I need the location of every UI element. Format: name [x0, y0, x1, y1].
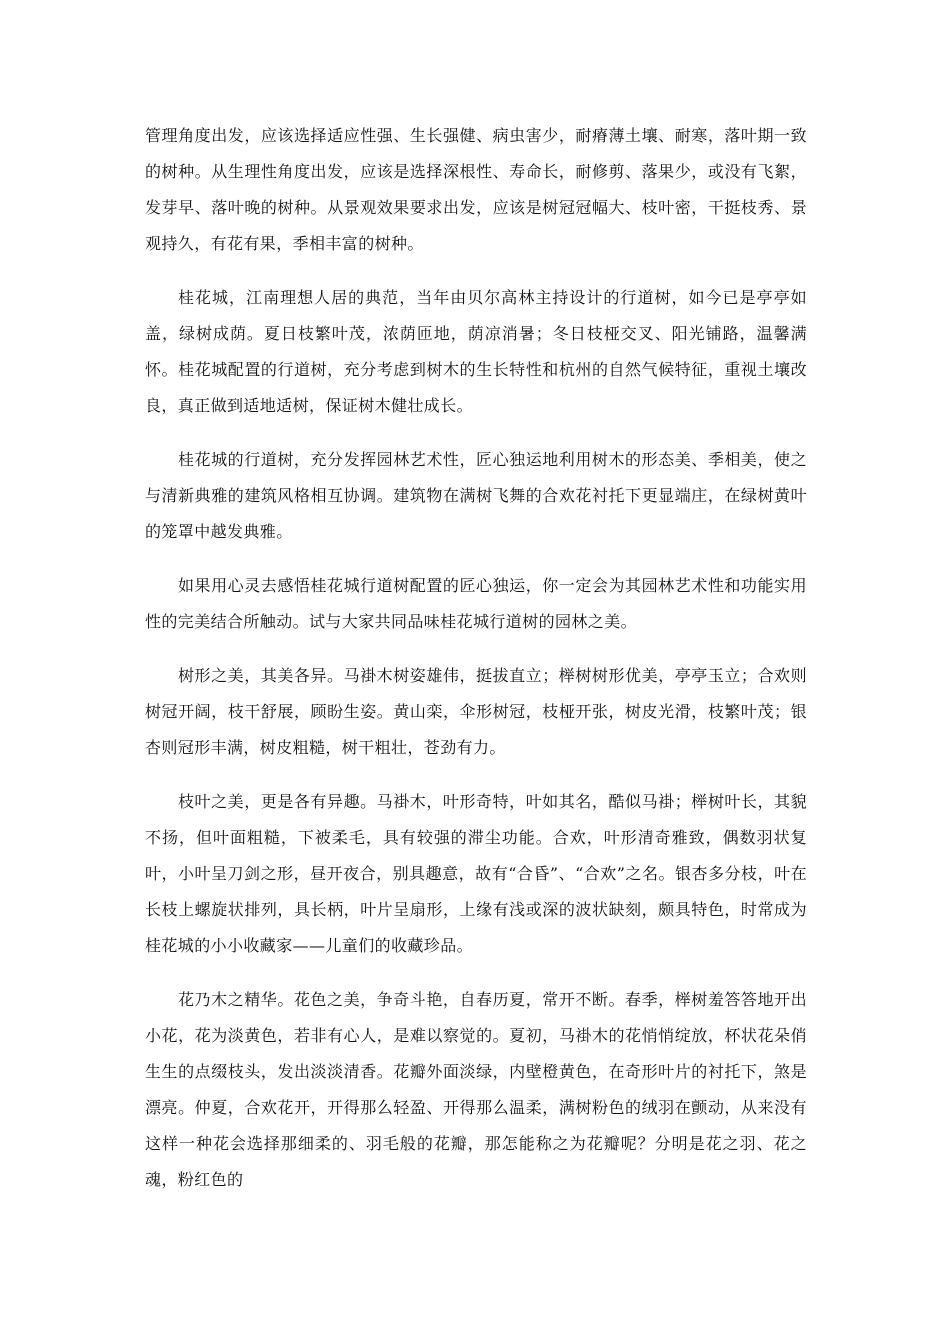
paragraph-leaf-beauty: 枝叶之美，更是各有异趣。马褂木，叶形奇特，叶如其名，酷似马褂；榉树叶长，其貌不扬，但叶面粗糙，下被柔毛，具有较强的滞尘功能。合欢，叶形清奇雅致，偶数羽状复叶，小叶呈刀剑之形，昼开夜合，别具趣意，故有“合昏”、“合欢”之名。银杏多分枝，叶在长枝上螺旋状排列，具长柄，叶片呈扇形，上缘有浅或深的波状缺刻，颇具特色，时常成为桂花城的小小收藏家——儿童们的收藏珍品。: [145, 792, 807, 955]
paragraph-appreciation: 如果用心灵去感悟桂花城行道树配置的匠心独运，你一定会为其园林艺术性和功能实用性的完美结合所触动。试与大家共同品味桂花城行道树的园林之美。: [145, 576, 807, 631]
paragraph-tree-form-beauty: 树形之美，其美各异。马褂木树姿雄伟，挺拔直立；榉树树形优美，亭亭玉立；合欢则树冠开阔，枝干舒展，顾盼生姿。黄山栾，伞形树冠，枝桠开张，树皮光滑，枝繁叶茂；银杏则冠形丰满，树皮粗糙，树干粗壮，苍劲有力。: [145, 666, 807, 757]
paragraph-flower-beauty: 花乃木之精华。花色之美，争奇斗艳，自春历夏，常开不断。春季，榉树羞答答地开出小花，花为淡黄色，若非有心人，是难以察觉的。夏初，马褂木的花悄悄绽放，杯状花朵俏生生的点缀枝头，发出淡淡清香。花瓣外面淡绿，内壁橙黄色，在奇形叶片的衬托下，煞是漂亮。仲夏，合欢花开，开得那么轻盈、开得那么温柔，满树粉色的绒羽在颤动，从来没有这样一种花会选择那细柔的、羽毛般的花瓣，那怎能称之为花瓣呢？分明是花之羽、花之魂，粉红色的: [145, 990, 807, 1189]
paragraph-osmanthus-city-intro: 桂花城，江南理想人居的典范，当年由贝尔高林主持设计的行道树，如今已是亭亭如盖，绿树成荫。夏日枝繁叶茂，浓荫匝地，荫凉消暑；冬日枝桠交叉、阳光铺路，温馨满怀。桂花城配置的行道树，充分考虑到树木的生长特性和杭州的自然气候特征，重视土壤改良，真正做到适地适树，保证树木健壮成长。: [145, 288, 807, 415]
document-body: [145, 118, 807, 1216]
paragraph-tree-selection-criteria: 管理角度出发，应该选择适应性强、生长强健、病虫害少，耐瘠薄土壤、耐寒，落叶期一致的树种。从生理性角度出发，应该是选择深根性、寿命长，耐修剪、落果少，或没有飞絮，发芽早、落叶晚的树种。从景观效果要求出发，应该是树冠冠幅大、枝叶密，干挺枝秀、景观持久，有花有果，季相丰富的树种。: [145, 126, 807, 253]
paragraph-garden-artistry: 桂花城的行道树，充分发挥园林艺术性，匠心独运地利用树木的形态美、季相美，使之与清新典雅的建筑风格相互协调。建筑物在满树飞舞的合欢花衬托下更显端庄，在绿树黄叶的笼罩中越发典雅。: [145, 450, 807, 541]
